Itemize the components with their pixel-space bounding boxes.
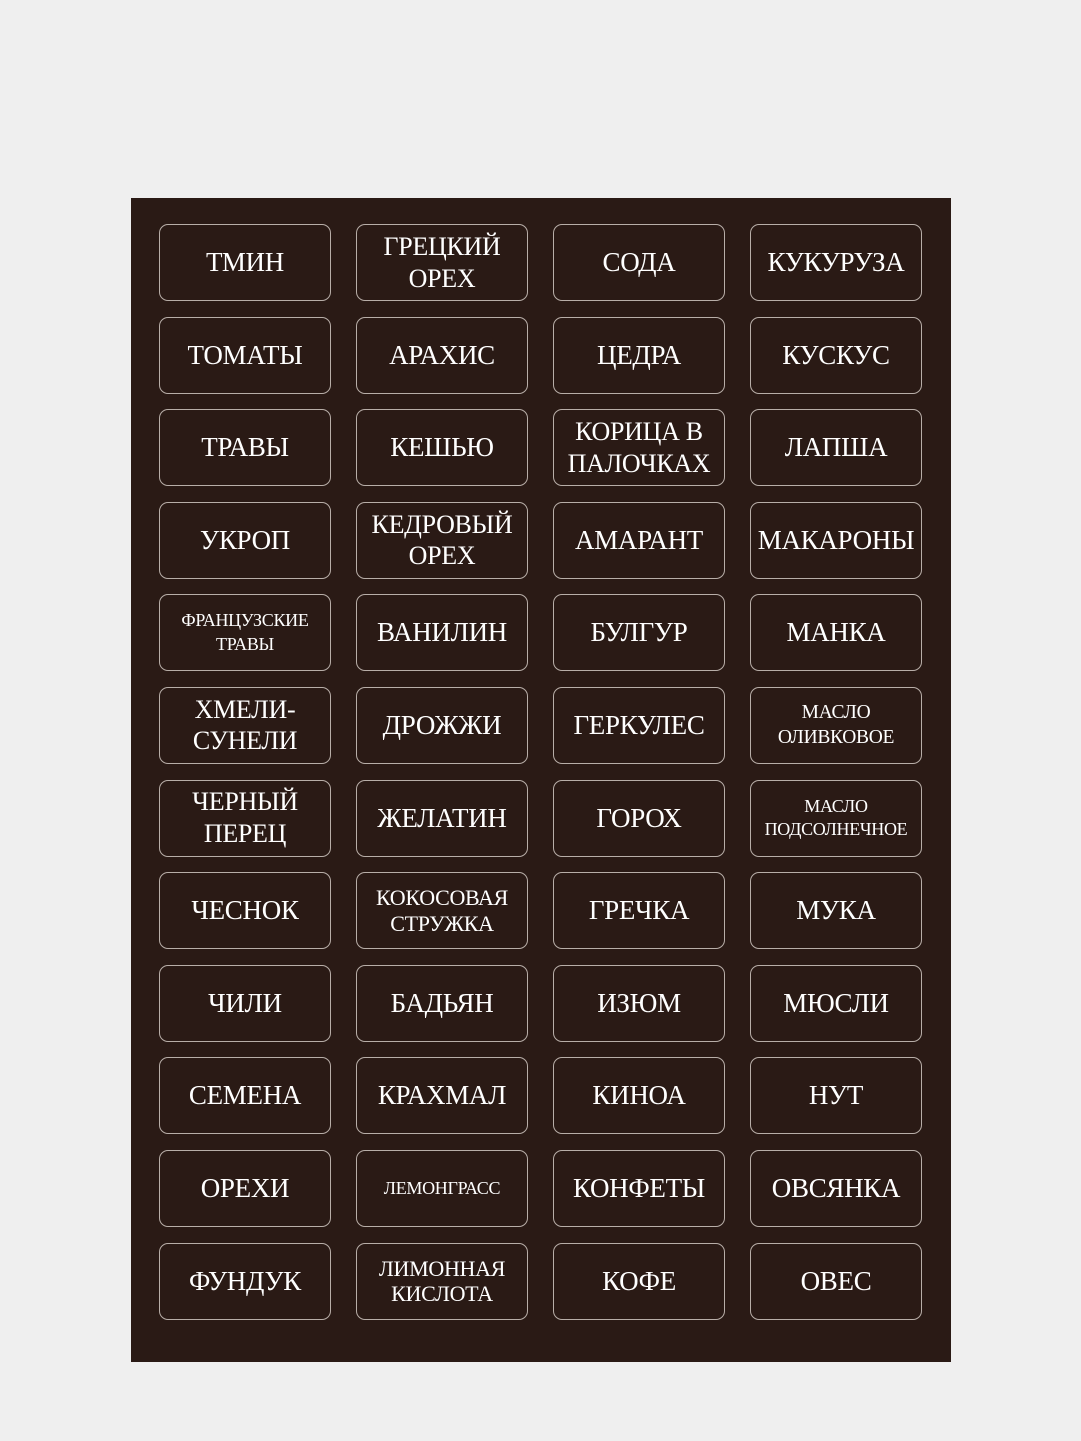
label-olive-oil: МАСЛО ОЛИВКОВОЕ: [750, 687, 922, 764]
label-star-anise: БАДЬЯН: [356, 965, 528, 1042]
label-buckwheat: ГРЕЧКА: [553, 872, 725, 949]
label-chickpeas: НУТ: [750, 1057, 922, 1134]
label-pasta: МАКАРОНЫ: [750, 502, 922, 579]
label-zest: ЦЕДРА: [553, 317, 725, 394]
label-dill: УКРОП: [159, 502, 331, 579]
label-citric-acid: ЛИМОННАЯ КИСЛОТА: [356, 1243, 528, 1320]
label-seeds: СЕМЕНА: [159, 1057, 331, 1134]
label-tmin: ТМИН: [159, 224, 331, 301]
sticker-sheet: [131, 198, 951, 1362]
label-bulgur: БУЛГУР: [553, 594, 725, 671]
label-muesli: МЮСЛИ: [750, 965, 922, 1042]
label-gelatin: ЖЕЛАТИН: [356, 780, 528, 857]
label-hazelnut: ФУНДУК: [159, 1243, 331, 1320]
label-pine-nut: КЕДРОВЫЙ ОРЕХ: [356, 502, 528, 579]
label-chili: ЧИЛИ: [159, 965, 331, 1042]
label-french-herbs: ФРАНЦУЗСКИЕ ТРАВЫ: [159, 594, 331, 671]
label-couscous: КУСКУС: [750, 317, 922, 394]
label-flour: МУКА: [750, 872, 922, 949]
label-grid: [159, 224, 922, 1320]
label-noodles: ЛАПША: [750, 409, 922, 486]
label-khmeli-suneli: ХМЕЛИ- СУНЕЛИ: [159, 687, 331, 764]
label-nuts: ОРЕХИ: [159, 1150, 331, 1227]
label-quinoa: КИНОА: [553, 1057, 725, 1134]
label-semolina: МАНКА: [750, 594, 922, 671]
label-oats: ОВЕС: [750, 1243, 922, 1320]
label-black-pepper: ЧЕРНЫЙ ПЕРЕЦ: [159, 780, 331, 857]
label-garlic: ЧЕСНОК: [159, 872, 331, 949]
label-raisins: ИЗЮМ: [553, 965, 725, 1042]
label-amaranth: АМАРАНТ: [553, 502, 725, 579]
label-peas: ГОРОХ: [553, 780, 725, 857]
label-oatmeal: ОВСЯНКА: [750, 1150, 922, 1227]
label-starch: КРАХМАЛ: [356, 1057, 528, 1134]
label-herbs: ТРАВЫ: [159, 409, 331, 486]
label-cashew: КЕШЬЮ: [356, 409, 528, 486]
label-soda: СОДА: [553, 224, 725, 301]
label-cinnamon-sticks: КОРИЦА В ПАЛОЧКАХ: [553, 409, 725, 486]
label-candies: КОНФЕТЫ: [553, 1150, 725, 1227]
label-yeast: ДРОЖЖИ: [356, 687, 528, 764]
label-peanut: АРАХИС: [356, 317, 528, 394]
label-lemongrass: ЛЕМОНГРАСС: [356, 1150, 528, 1227]
label-sunflower-oil: МАСЛО ПОДСОЛНЕЧНОЕ: [750, 780, 922, 857]
label-oat-flakes: ГЕРКУЛЕС: [553, 687, 725, 764]
label-coffee: КОФЕ: [553, 1243, 725, 1320]
label-vanillin: ВАНИЛИН: [356, 594, 528, 671]
label-coconut-flakes: КОКОСОВАЯ СТРУЖКА: [356, 872, 528, 949]
label-corn: КУКУРУЗА: [750, 224, 922, 301]
label-walnut: ГРЕЦКИЙ ОРЕХ: [356, 224, 528, 301]
label-tomatoes: ТОМАТЫ: [159, 317, 331, 394]
